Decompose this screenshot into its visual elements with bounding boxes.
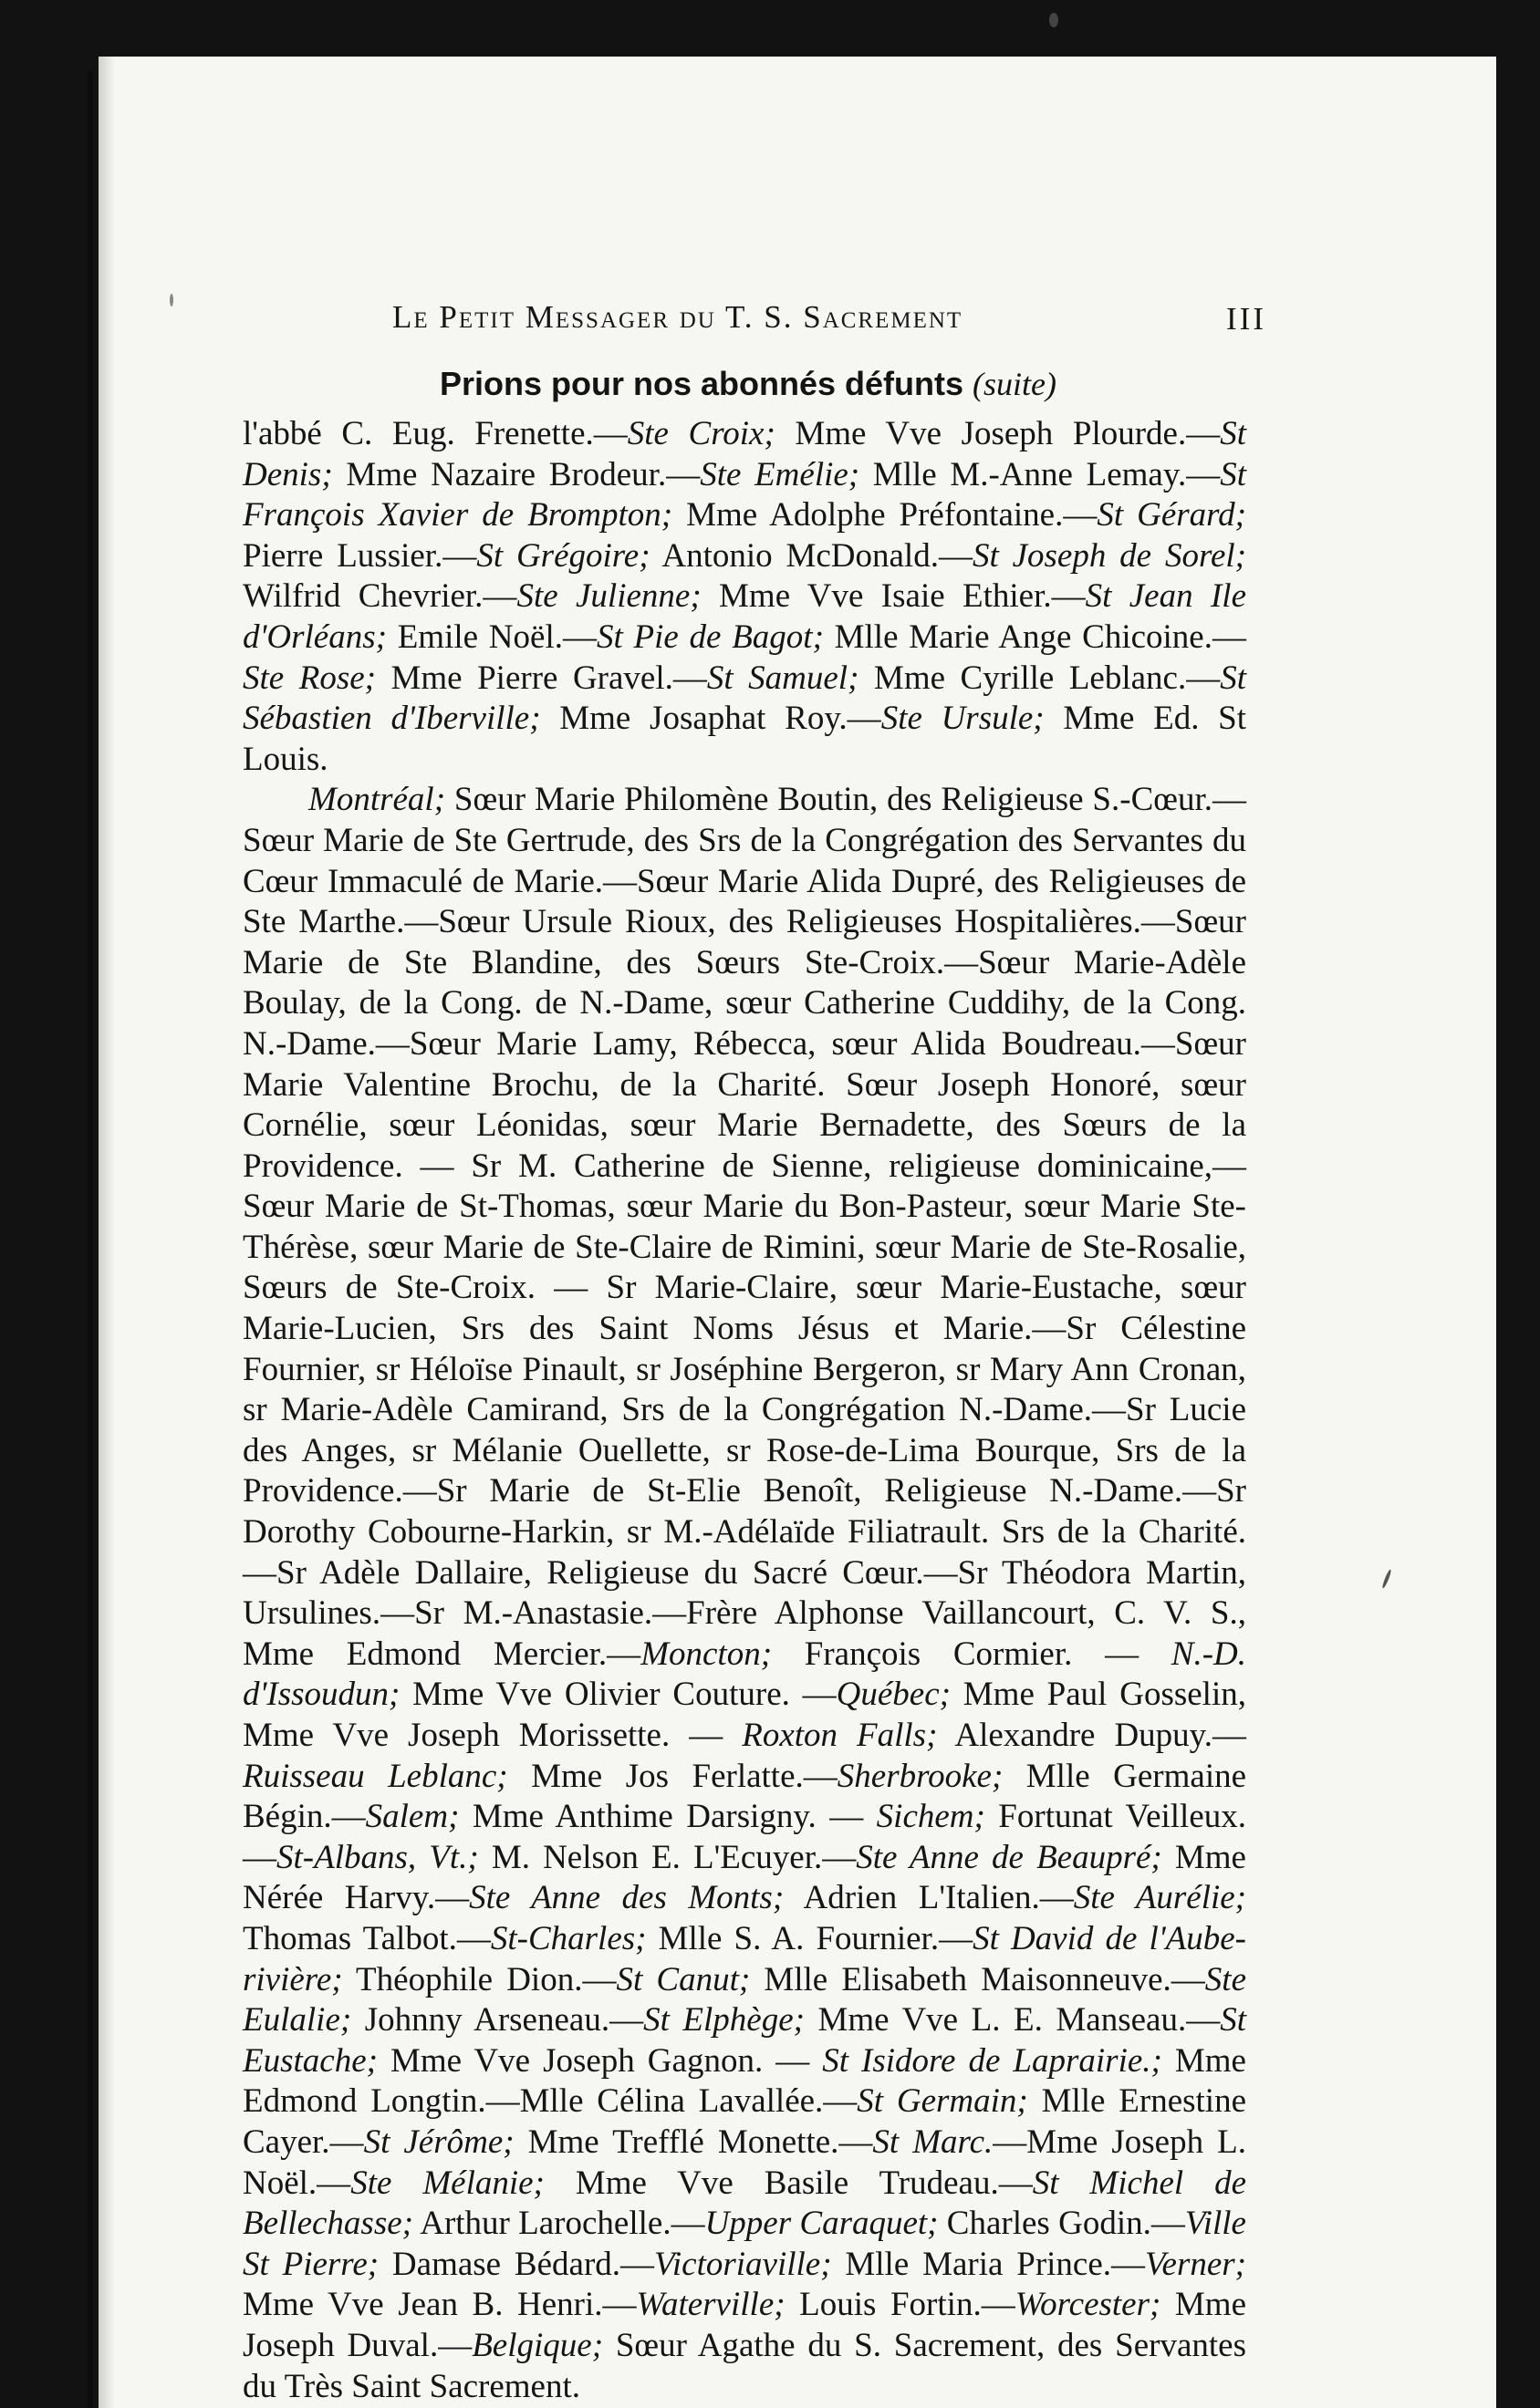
- text-run: Mme Vve Basile Trudeau.—: [544, 2164, 1033, 2202]
- place-name: Québec;: [836, 1676, 951, 1714]
- place-name: St Elphège;: [643, 2001, 805, 2040]
- text-run: Mme Adolphe Préfontaine.—: [672, 496, 1098, 535]
- place-name: St Samuel;: [706, 659, 859, 697]
- running-header: [392, 299, 1266, 350]
- text-run: Sœur Marie Philomène Boutin, des Religieuse S.-Cœur.—Sœur Marie de Ste Gertrude, des Srs de la Congrégation des Servantes du Cœur Immaculé de Marie.—Sœur Marie Alida Dupré, des Religieuses de Ste Marthe.—Sœur Ursule Rioux, des Religieuses Hospitalières.—Sœur Marie de Ste Blandine, des Sœurs Ste-Croix.—Sœur Marie-Adèle Boulay, de la Cong. de N.-Dame, sœur Catherine Cuddihy, de la Cong. N.-Dame.—Sœur Marie Lamy, Rébecca, sœur Alida Boudreau.—Sœur Marie Valentine Brochu, de la Charité. Sœur Joseph Honoré, sœur Cornélie, sœur Léonidas, sœur Marie Bernadette, des Sœurs de la Providence. — Sr M. Catherine de Sienne, religieuse dominicaine,— Sœur Marie de St-Thomas, sœur Marie du Bon-Pasteur, sœur Marie Ste-Thérèse, sœur Marie de Ste-Claire de Rimini, sœur Marie de Ste-Rosalie, Sœurs de Ste-Croix. — Sr Marie-Claire, sœur Marie-Eustache, sœur Marie-Lucien, Srs des Saint Noms Jésus et Marie.—Sr Célestine Fournier, sr Héloïse Pinault, sr Joséphine Bergeron, sr Mary Ann Cronan, sr Marie-Adèle Camirand, Srs de la Congrégation N.-Dame.—Sr Lucie des Anges, sr Mélanie Ouellette, sr Rose-de-Lima Bourque, Srs de la Providence.—Sr Marie de St-Elie Benoît, Religieuse N.-Dame.—Sr Dorothy Cobourne-Harkin, sr M.-Adélaïde Filiatrault. Srs de la Charité.—Sr Adèle Dallaire, Religieuse du Sacré Cœur.—Sr Théodora Martin, Ursulines.—Sr M.-Anastasie.—Frère Alphonse Vaillancourt, C. V. S., Mme Edmond Mercier.—: [243, 781, 1246, 1673]
- place-name: Sherbrooke;: [837, 1757, 1004, 1795]
- place-name: Roxton Falls;: [742, 1717, 938, 1754]
- place-name: Ruisseau Leblanc;: [243, 1757, 508, 1795]
- place-name: Montréal;: [308, 781, 446, 819]
- text-run: Mlle M.-Anne Lemay.—: [859, 455, 1221, 493]
- text-run: Johnny Arseneau.—: [351, 2001, 644, 2040]
- place-name: Sichem;: [876, 1798, 985, 1836]
- running-header-title: Le Petit Messager du T. S. Sacrement: [392, 299, 963, 335]
- text-run: Mme Nazaire Brodeur.—: [332, 455, 701, 493]
- text-run: Mme Vve Jean B. Henri.—: [243, 2286, 637, 2324]
- text-run: Mme Pierre Gravel.—: [375, 659, 707, 697]
- text-run: Mlle Maria Prince.—: [831, 2245, 1146, 2283]
- place-name: Ste Julienne;: [516, 577, 702, 616]
- text-run: Mme Vve Olivier Couture. —: [400, 1676, 837, 1714]
- place-name: St François Xavier de Brompton;: [243, 455, 1246, 535]
- text-run: Mme Jos Ferlatte.—: [507, 1757, 838, 1795]
- place-name: St Grégoire;: [476, 536, 650, 575]
- place-name: Ste Croix;: [627, 415, 775, 452]
- place-name: Belgique;: [472, 2326, 604, 2364]
- place-name: St Marc.: [872, 2123, 994, 2161]
- section-heading-suffix: (suite): [973, 366, 1056, 402]
- text-run: Mme Joseph Duval.—: [243, 2286, 1246, 2364]
- place-name: Upper Caraquet;: [704, 2205, 939, 2243]
- place-name: St Michel de Bellechasse;: [243, 2164, 1247, 2243]
- place-name: Worcester;: [1015, 2286, 1161, 2324]
- place-name: Salem;: [365, 1798, 460, 1836]
- text-run: Mme Edmond Longtin.—Mlle Célina Lavallée.—: [243, 2041, 1246, 2121]
- place-name: St Jean Ile d'Orléans;: [243, 577, 1246, 656]
- place-name: Moncton;: [640, 1635, 773, 1673]
- place-name: St Pie de Bagot;: [596, 618, 824, 656]
- place-name: Victoriaville;: [654, 2245, 832, 2283]
- text-run: Arthur Larochelle.—: [412, 2205, 705, 2243]
- text-run: —Mme Joseph L. Noël.—: [243, 2123, 1246, 2202]
- place-name: Ste Emélie;: [700, 455, 860, 493]
- text-run: Mlle S. A. Fournier.—: [646, 1919, 973, 1957]
- text-run: Louis Fortin.—: [785, 2286, 1015, 2324]
- text-run: Mme Vve Joseph Plourde.—: [775, 415, 1221, 452]
- text-run: Mlle Marie Ange Chicoine.—: [823, 618, 1246, 656]
- text-run: Mme Nérée Harvy.—: [243, 1838, 1246, 1917]
- place-name: St Joseph de Sorel;: [972, 536, 1246, 575]
- text-run: François Cormier. —: [772, 1635, 1171, 1673]
- text-run: Mme Ed. St Louis.: [243, 700, 1246, 778]
- ink-speck: [1049, 13, 1058, 27]
- text-run: Fortunat Veilleux.—: [243, 1798, 1247, 1876]
- paragraph-montreal: [243, 780, 1246, 2407]
- obituary-list: [243, 414, 1246, 2407]
- text-run: Mme Vve Joseph Gagnon. —: [377, 2041, 823, 2080]
- text-run: Mme Vve Isaie Ethier.—: [701, 577, 1086, 616]
- place-name: St Gérard;: [1097, 496, 1247, 535]
- text-run: Mlle Ernestine Cayer.—: [243, 2082, 1246, 2161]
- text-run: Antonio McDonald.—: [650, 536, 973, 575]
- text-run: Mme Cyrille Leblanc.—: [858, 659, 1221, 697]
- place-name: St Isidore de Laprairie.;: [822, 2041, 1162, 2080]
- text-run: Pierre Lussier.—: [243, 536, 477, 575]
- place-name: St-Albans, Vt.;: [276, 1838, 479, 1876]
- place-name: Ste Rose;: [243, 659, 376, 697]
- place-name: St Canut;: [616, 1960, 751, 1998]
- section-heading: [246, 365, 1250, 403]
- text-run: Théophile Dion.—: [342, 1960, 617, 1998]
- page-number: III: [1226, 301, 1266, 337]
- text-run: Mlle Elisabeth Maisonneuve.—: [750, 1960, 1205, 1998]
- place-name: Ste Mélanie;: [350, 2164, 545, 2202]
- text-run: Adrien L'Italien.—: [784, 1879, 1074, 1917]
- text-run: Alexandre Dupuy.—: [937, 1717, 1247, 1754]
- place-name: Verner;: [1145, 2245, 1246, 2283]
- text-run: Wilfrid Chevrier.—: [243, 577, 517, 616]
- text-run: Mme Anthime Darsigny. —: [459, 1798, 877, 1836]
- section-heading-text: Prions pour nos abonnés défunts: [439, 365, 964, 402]
- text-run: M. Nelson E. L'Ecuyer.—: [478, 1838, 857, 1876]
- place-name: Ste Anne des Monts;: [469, 1879, 785, 1917]
- place-name: N.-D. d'Issoudun;: [243, 1635, 1247, 1714]
- place-name: Waterville;: [636, 2286, 786, 2324]
- place-name: Ste Ursule;: [880, 700, 1045, 738]
- place-name: Ville St Pierre;: [243, 2205, 1246, 2283]
- text-run: Sœur Agathe du S. Sacrement, des Servantes du Très Saint Sacrement.: [243, 2326, 1246, 2405]
- place-name: St Jérôme;: [363, 2123, 515, 2161]
- place-name: St Germain;: [857, 2082, 1028, 2121]
- text-run: Emile Noël.—: [386, 618, 597, 656]
- place-name: St-Charles;: [490, 1919, 647, 1957]
- ink-speck: [170, 294, 173, 306]
- place-name: Ste Anne de Beaupré;: [856, 1838, 1162, 1876]
- text-run: l'abbé C. Eug. Frenette.—: [243, 415, 628, 452]
- page-edge-shadow: [99, 57, 115, 2408]
- text-run: Mme Trefflé Monette.—: [514, 2123, 873, 2161]
- text-run: Damase Bédard.—: [379, 2245, 655, 2283]
- text-run: Mme Vve L. E. Manseau.—: [804, 2001, 1221, 2040]
- place-name: Ste Eulalie;: [243, 1960, 1246, 2040]
- place-name: St Denis;: [243, 415, 1246, 493]
- text-run: Mlle Germaine Bégin.—: [243, 1757, 1247, 1836]
- text-run: Thomas Talbot.—: [243, 1919, 491, 1957]
- place-name: St David de l'Aube-rivière;: [243, 1919, 1246, 1998]
- binding-edge: [88, 71, 93, 2408]
- text-run: Mme Josaphat Roy.—: [540, 700, 881, 738]
- text-run: Mme Paul Gosselin, Mme Vve Joseph Morissette. —: [243, 1676, 1246, 1754]
- place-name: Ste Aurélie;: [1073, 1879, 1246, 1917]
- text-run: Charles Godin.—: [938, 2205, 1185, 2243]
- paragraph-intro: [243, 414, 1246, 780]
- place-name: St Eustache;: [243, 2001, 1247, 2080]
- place-name: St Sébastien d'Iberville;: [243, 659, 1246, 738]
